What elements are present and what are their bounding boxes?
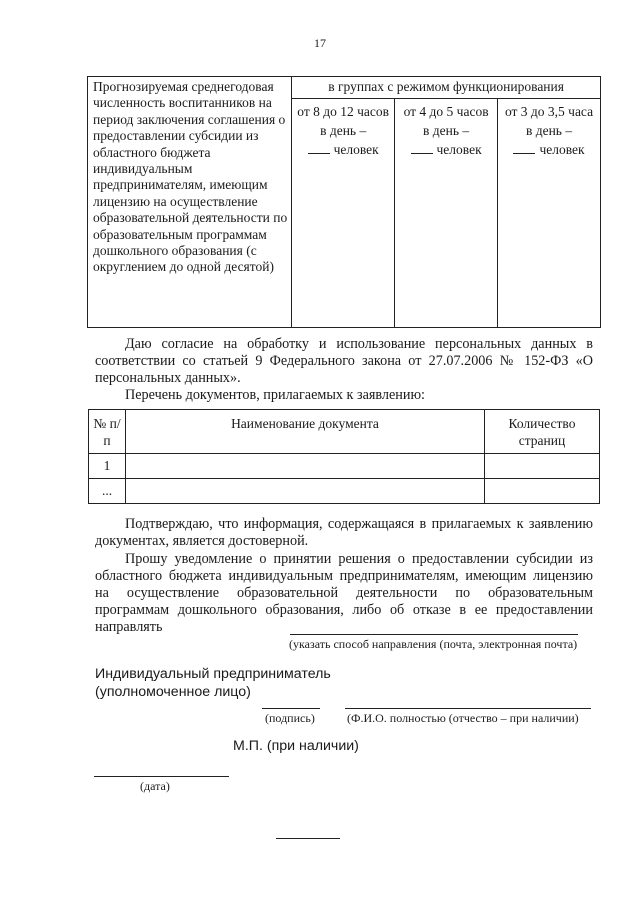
mode-hours: от 4 до 5 часов [403, 104, 489, 119]
row-number: 1 [89, 454, 126, 479]
row-doc-name[interactable] [126, 479, 485, 504]
forecast-label: Прогнозируемая среднегодовая численность воспитанников на период заключения соглашения о предоставлении субсидии из областного бюджета индивидуальным предпринимателям, имеющим лицензию на осуществление образовательной деятельности по образовательным программам дошкольного образования (с округлением до одной десятой) [88, 77, 292, 328]
row-number: ... [89, 479, 126, 504]
mode-per-day: в день – [525, 123, 573, 138]
mode-unit: человек [436, 142, 482, 157]
confirm-text: Подтверждаю, что информация, содержащаяся в прилагаемых к заявлению документах, является достоверной. [95, 516, 593, 549]
table-row [89, 454, 600, 479]
notify-hint: (указать способ направления (почта, электронная почта) [289, 637, 578, 651]
documents-table [88, 409, 600, 504]
signature-hint: (подпись) [265, 711, 315, 725]
mode-cell [395, 99, 498, 328]
mode-hours: от 3 до 3,5 часа [504, 104, 594, 119]
notify-text: Прошу уведомление о принятии решения о предоставлении субсидии из областного бюджета индивидуальным предпринимателям, имеющим лицензию на осуществление образовательной деятельности по образовательным программам дошкольного образования, либо об отказе в ее предоставлении направлять [95, 551, 593, 635]
count-blank[interactable] [411, 141, 433, 154]
notify-method-line[interactable] [290, 634, 578, 635]
full-name-line[interactable] [345, 708, 591, 709]
signature-line[interactable] [262, 708, 320, 709]
row-pages[interactable] [485, 479, 600, 504]
mode-cell [292, 99, 395, 328]
col-name-header: Наименование документа [126, 410, 485, 454]
mode-count[interactable] [500, 140, 598, 159]
date-line[interactable] [94, 776, 229, 777]
mode-unit: человек [539, 142, 585, 157]
forecast-header: в группах с режимом функционирования [292, 77, 601, 99]
full-name-hint: (Ф.И.О. полностью (отчество – при наличии) [347, 711, 579, 725]
date-hint: (дата) [140, 779, 170, 793]
table-row [89, 479, 600, 504]
forecast-table [87, 76, 601, 328]
col-pages-header: Количество страниц [485, 410, 600, 454]
mode-count[interactable] [294, 140, 392, 159]
mode-unit: человек [333, 142, 379, 157]
page-number: 17 [314, 36, 326, 50]
row-doc-name[interactable] [126, 454, 485, 479]
consent-text: Даю согласие на обработку и использование персональных данных в соответствии со статьей 9 Федерального закона от 27.07.2006 № 152-ФЗ «О персональных данных». [95, 336, 593, 386]
mode-per-day: в день – [423, 123, 470, 138]
stamp-text: М.П. (при наличии) [233, 738, 359, 754]
col-number-header: № п/п [89, 410, 126, 454]
signer-title: Индивидуальный предприниматель [95, 666, 331, 682]
end-divider [276, 838, 340, 839]
count-blank[interactable] [308, 141, 330, 154]
signer-subtitle: (уполномоченное лицо) [95, 684, 251, 700]
mode-cell [498, 99, 601, 328]
count-blank[interactable] [513, 141, 535, 154]
mode-per-day: в день – [320, 123, 367, 138]
mode-hours: от 8 до 12 часов [297, 104, 390, 119]
row-pages[interactable] [485, 454, 600, 479]
docs-intro: Перечень документов, прилагаемых к заявлению: [125, 387, 426, 403]
mode-count[interactable] [397, 140, 495, 159]
